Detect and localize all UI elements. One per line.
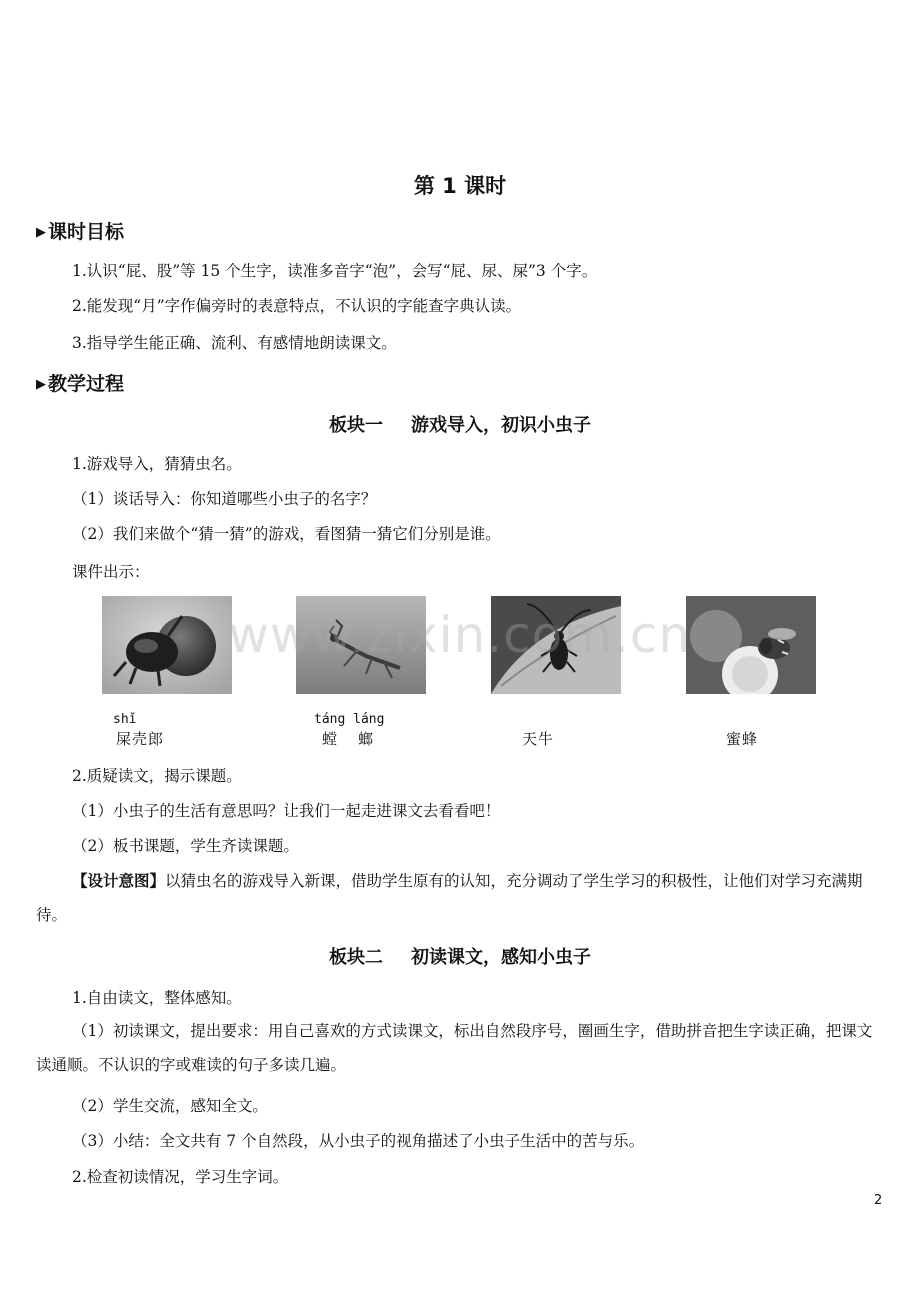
caption-pinyin-2: táng láng [314,712,385,727]
block2-label: 板块二 [329,947,383,968]
caption-mantis: 螳 螂 [322,730,375,748]
goals-heading-text: 课时目标 [48,221,125,243]
goal-item-3: 3.指导学生能正确、流利、有感情地朗读课文。 [72,334,397,352]
block2-line-2: （2）学生交流，感知全文。 [72,1097,268,1115]
page-number: 2 [874,1193,883,1208]
watermark: www.zixin.com.cn [228,606,692,664]
block1-line-7: （2）板书课题，学生齐读课题。 [72,837,299,855]
triangle-bullet-icon: ▶ [36,377,46,392]
block1-label: 板块一 [329,415,383,436]
caption-bee: 蜜蜂 [726,730,759,748]
goal-item-2: 2.能发现“月”字作偏旁时的表意特点，不认识的字能查字典认读。 [72,297,522,315]
block2-line-4: 2.检查初读情况，学习生字词。 [72,1168,289,1186]
block1-heading [0,411,920,437]
goals-heading [36,217,124,244]
process-heading-text: 教学过程 [48,373,125,395]
block1-title: 游戏导入，初识小虫子 [411,415,591,436]
block2-line-3: （3）小结：全文共有 7 个自然段，从小虫子的视角描述了小虫子生活中的苦与乐。 [72,1132,645,1150]
caption-longhorn-beetle: 天牛 [522,730,555,748]
block2-title: 初读课文，感知小虫子 [411,947,591,968]
block2-line-1: 1.自由读文，整体感知。 [72,989,242,1007]
caption-dung-beetle: 屎壳郎 [116,730,165,748]
block1-line-3: （2）我们来做个“猜一猜”的游戏，看图猜一猜它们分别是谁。 [72,525,501,543]
goal-item-1: 1.认识“屁、股”等 15 个生字，读准多音字“泡”，会写“屁、尿、屎”3 个字。 [72,262,598,280]
dung-beetle-photo [102,596,232,694]
process-heading [36,369,124,396]
block1-line-2: （1）谈话导入：你知道哪些小虫子的名字？ [72,490,377,508]
block1-line-5: 2.质疑读文，揭示课题。 [72,767,242,785]
block2-para-1: （1）初读课文，提出要求：用自己喜欢的方式读课文，标出自然段序号，圈画生字，借助拼音把生字读正确，把课文读通顺。不认识的字或难读的句子多读几遍。 [36,1022,873,1074]
block1-line-1: 1.游戏导入，猜猜虫名。 [72,455,242,473]
design-intent-text: 以猜虫名的游戏导入新课，借助学生原有的认知，充分调动了学生学习的积极性，让他们对学习充满期待。 [36,872,863,924]
triangle-bullet-icon: ▶ [36,225,46,240]
design-intent-label: 【设计意图】 [72,872,166,890]
block2-heading [0,943,920,969]
caption-pinyin-1: shǐ [113,712,137,727]
page-title: 第 1 课时 [413,174,507,198]
block1-line-6: （1）小虫子的生活有意思吗？让我们一起走进课文去看看吧！ [72,802,501,820]
bee-photo [686,596,816,694]
design-intent [36,864,880,932]
block1-line-4: 课件出示： [72,563,150,581]
